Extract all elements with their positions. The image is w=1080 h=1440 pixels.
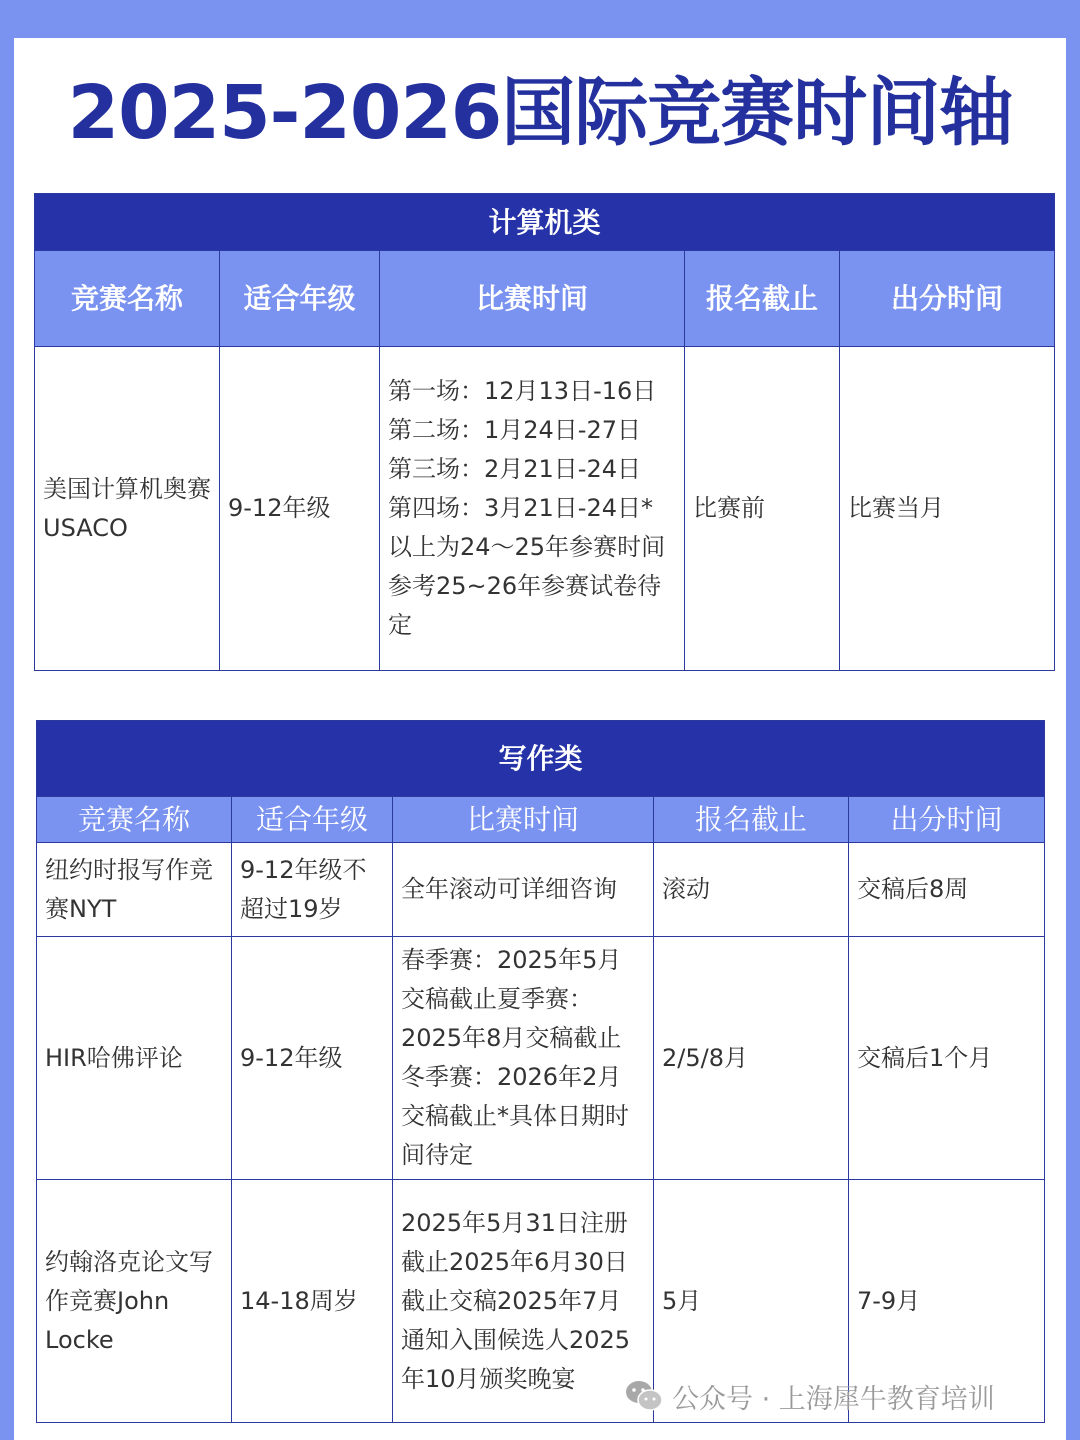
column-header-deadline: 报名截止 [654, 797, 849, 843]
cell-time: 全年滚动可详细咨询 [393, 843, 654, 937]
column-header-deadline: 报名截止 [685, 251, 840, 347]
column-header-time: 比赛时间 [393, 797, 654, 843]
cell-deadline: 2/5/8月 [654, 937, 849, 1180]
cell-grade: 14-18周岁 [232, 1180, 393, 1423]
computer-competitions-table [34, 193, 1055, 671]
cell-time: 第一场：12月13日-16日 第二场：1月24日-27日 第三场：2月21日-24日 第四场：3月21日-24日* 以上为24～25年参赛时间参考25~26年参赛试卷待定 [380, 347, 685, 671]
table-row [37, 843, 1045, 937]
column-header-score: 出分时间 [840, 251, 1055, 347]
column-header-name: 竞赛名称 [37, 797, 232, 843]
wechat-icon [624, 1379, 664, 1413]
column-header-grade: 适合年级 [220, 251, 380, 347]
table-row [35, 347, 1055, 671]
watermark [624, 1376, 995, 1416]
cell-name: HIR哈佛评论 [37, 937, 232, 1180]
cell-name: 约翰洛克论文写作竞赛John Locke [37, 1180, 232, 1423]
column-header-time: 比赛时间 [380, 251, 685, 347]
cell-score: 交稿后8周 [849, 843, 1045, 937]
cell-grade: 9-12年级 [220, 347, 380, 671]
section-title-writing: 写作类 [37, 721, 1045, 797]
cell-name: 美国计算机奥赛USACO [35, 347, 220, 671]
cell-name: 纽约时报写作竞赛NYT [37, 843, 232, 937]
cell-time: 春季赛：2025年5月交稿截止夏季赛：2025年8月交稿截止冬季赛：2026年2月交稿截止*具体日期时间待定 [393, 937, 654, 1180]
column-header-name: 竞赛名称 [35, 251, 220, 347]
writing-competitions-table [36, 720, 1045, 1423]
column-header-grade: 适合年级 [232, 797, 393, 843]
cell-score: 交稿后1个月 [849, 937, 1045, 1180]
cell-deadline: 5月 [654, 1180, 849, 1423]
table-row [37, 937, 1045, 1180]
page-title: 2025-2026国际竞赛时间轴 [67, 70, 1013, 156]
cell-deadline: 比赛前 [685, 347, 840, 671]
cell-score: 7-9月 [849, 1180, 1045, 1423]
section-title-computer: 计算机类 [35, 194, 1055, 251]
cell-deadline: 滚动 [654, 843, 849, 937]
cell-grade: 9-12年级 [232, 937, 393, 1180]
cell-grade: 9-12年级不超过19岁 [232, 843, 393, 937]
cell-time: 2025年5月31日注册截止2025年6月30日截止交稿2025年7月通知入围候选人2025年10月颁奖晚宴 [393, 1180, 654, 1423]
watermark-text: 公众号 · 上海犀牛教育培训 [672, 1383, 995, 1415]
cell-score: 比赛当月 [840, 347, 1055, 671]
column-header-score: 出分时间 [849, 797, 1045, 843]
